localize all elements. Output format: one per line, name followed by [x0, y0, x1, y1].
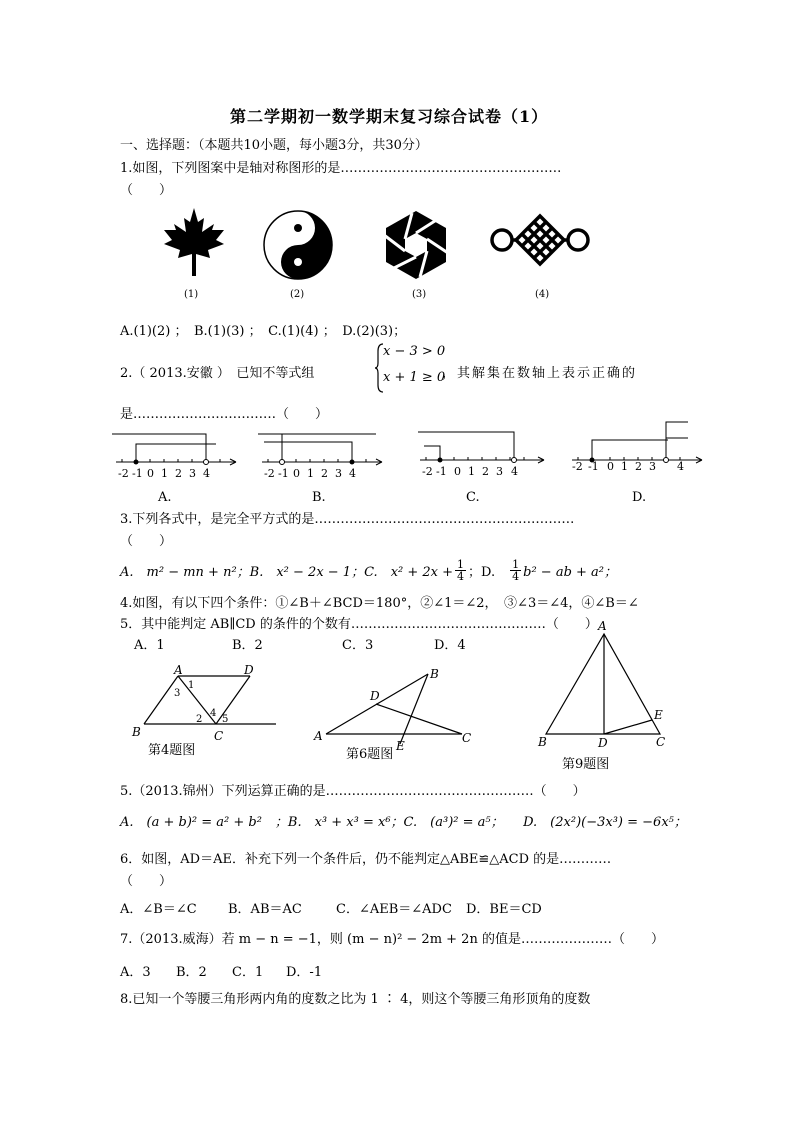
- option: D．-1: [286, 965, 323, 980]
- option: D．BE＝CD: [466, 902, 542, 917]
- option: A．3: [120, 965, 151, 980]
- tick-label: -1: [132, 467, 143, 480]
- tick-label: -1: [588, 460, 599, 473]
- question-2-stem: 2.（ 2013.安徽 ） 已知不等式组: [120, 366, 315, 381]
- question-7-stem: 7.（2013.威海）若 m − n = −1，则 (m − n)² − 2m + 2n 的值是…………………（ ）: [120, 932, 664, 947]
- figure-label: (3): [412, 289, 427, 300]
- figure-caption: 第6题图: [346, 747, 394, 762]
- angle-label: 2: [196, 714, 203, 725]
- figure-q9-triangle: [534, 616, 684, 776]
- option: A．∠B＝∠C: [120, 902, 197, 917]
- question-5-stem: 5.（2013.锦州）下列运算正确的是…………………………………………（ ）: [120, 784, 586, 799]
- vertex-label: B: [430, 667, 439, 681]
- option-text: b² − ab + a²；: [523, 565, 618, 580]
- number-line-a: [112, 428, 240, 483]
- choice-label: A.: [158, 490, 172, 505]
- fraction-numerator: 1: [457, 558, 465, 571]
- fraction-denominator: 4: [512, 570, 520, 583]
- inequality-2: x + 1 ≥ 0: [383, 370, 446, 385]
- tick-label: -1: [436, 465, 447, 478]
- choice-label: C.: [466, 490, 480, 505]
- figure-q4-parallelogram: [130, 662, 280, 762]
- chinese-knot-icon: [488, 212, 592, 268]
- tick-label: 0: [147, 467, 154, 480]
- figure-caption: 第4题图: [148, 743, 196, 758]
- fraction: [510, 559, 521, 582]
- answer-paren: （ ）: [120, 874, 173, 889]
- vertex-label: D: [244, 663, 254, 677]
- tick-label: 4: [203, 467, 210, 480]
- tick-label: 1: [621, 460, 628, 473]
- figure-label: (1): [184, 289, 199, 300]
- figure-caption: 第9题图: [562, 757, 610, 772]
- tick-label: -2: [422, 465, 433, 478]
- option: B．2: [232, 638, 263, 653]
- tick-label: -2: [264, 467, 275, 480]
- vertex-label: D: [598, 736, 608, 750]
- maple-leaf-icon: [158, 206, 230, 278]
- tick-label: 3: [189, 467, 196, 480]
- page-title: 第二学期初一数学期末复习综合试卷（1）: [230, 107, 549, 126]
- question-3-options: [120, 559, 617, 582]
- tick-label: 0: [607, 460, 614, 473]
- tick-label: 2: [635, 460, 642, 473]
- option-text: A. m² − mn + n²；B. x² − 2x − 1；C. x² + 2x +: [120, 565, 454, 580]
- vertex-label: C: [214, 729, 224, 743]
- tick-label: 1: [468, 465, 475, 478]
- option: C．1: [232, 965, 264, 980]
- tick-label: -2: [118, 467, 129, 480]
- vertex-label: B: [132, 725, 141, 739]
- tick-label: -2: [572, 460, 583, 473]
- tick-label: 3: [335, 467, 342, 480]
- fraction: [455, 559, 466, 582]
- vertex-label: A: [314, 729, 323, 743]
- tick-label: 1: [161, 467, 168, 480]
- question-4-stem-cont: 5．其中能判定 AB∥CD 的条件的个数有………………………………………（ ）: [120, 617, 598, 632]
- figure-label: (2): [290, 289, 305, 300]
- tick-label: 4: [511, 465, 518, 478]
- question-5-options: A. (a + b)² = a² + b² ；B. x³ + x³ = x⁶；C. (a³)² = a⁵； D. (2x²)(−3x³) = −6x⁵；: [120, 815, 687, 830]
- option: D．4: [434, 638, 466, 653]
- vertex-label: B: [538, 735, 547, 749]
- vertex-label: A: [598, 619, 607, 633]
- tick-label: 1: [307, 467, 314, 480]
- figure-label: (4): [535, 289, 550, 300]
- option: A．1: [134, 638, 165, 653]
- angle-label: 4: [210, 708, 217, 719]
- question-2-stem-cont: ，其解集在数轴上表示正确的: [442, 366, 638, 381]
- question-3-stem: 3.下列各式中，是完全平方式的是……………………………………………………: [120, 512, 575, 527]
- option-text: ；D.: [468, 565, 509, 580]
- tick-label: 3: [649, 460, 656, 473]
- tick-label: 4: [349, 467, 356, 480]
- tick-label: 2: [482, 465, 489, 478]
- vertex-label: C: [462, 731, 472, 745]
- angle-label: 3: [174, 688, 181, 699]
- tick-label: -1: [278, 467, 289, 480]
- fraction-numerator: 1: [512, 558, 520, 571]
- angle-label: 1: [188, 680, 195, 691]
- vertex-label: D: [370, 689, 380, 703]
- figure-q6-triangles: [312, 662, 482, 766]
- number-line-b: [258, 428, 386, 483]
- question-2-line2: 是……………………………（ ）: [120, 407, 329, 422]
- question-6-stem: 6．如图，AD＝AE．补充下列一个条件后，仍不能判定△ABE≌△ACD 的是…………: [120, 852, 612, 867]
- tick-label: 4: [677, 460, 684, 473]
- vertex-label: A: [174, 663, 183, 677]
- tick-label: 2: [321, 467, 328, 480]
- tick-label: 3: [496, 465, 503, 478]
- question-4-stem: 4.如图，有以下四个条件：①∠B＋∠BCD＝180°，②∠1＝∠2， ③∠3＝∠4，④∠B＝∠: [120, 596, 639, 611]
- hexagon-aperture-icon: [380, 209, 452, 281]
- number-line-d: [568, 420, 708, 475]
- option: B．2: [176, 965, 207, 980]
- section-heading: 一、选择题：（本题共10小题，每小题3分，共30分）: [120, 138, 428, 153]
- option: C．3: [342, 638, 374, 653]
- question-1-stem: 1.如图，下列图案中是轴对称图形的是……………………………………………: [120, 161, 562, 176]
- tick-label: 0: [293, 467, 300, 480]
- choice-label: D.: [632, 490, 647, 505]
- option: C．∠AEB＝∠ADC: [336, 902, 452, 917]
- option: B．AB＝AC: [228, 902, 302, 917]
- answer-paren: （ ）: [120, 183, 173, 198]
- fraction-denominator: 4: [457, 570, 465, 583]
- question-1-options: A.(1)(2) ； B.(1)(3) ； C.(1)(4) ； D.(2)(3)；: [120, 324, 407, 339]
- tick-label: 0: [454, 465, 461, 478]
- inequality-1: x − 3 > 0: [383, 344, 446, 359]
- choice-label: B.: [312, 490, 326, 505]
- number-line-c: [416, 426, 548, 481]
- vertex-label: E: [654, 708, 663, 722]
- answer-paren: （ ）: [120, 534, 173, 549]
- vertex-label: C: [656, 735, 666, 749]
- yin-yang-icon: [263, 210, 333, 280]
- vertex-label: E: [396, 739, 405, 753]
- angle-label: 5: [222, 714, 229, 725]
- question-8-stem: 8.已知一个等腰三角形两内角的度数之比为 1 ∶ 4，则这个等腰三角形顶角的度数: [120, 992, 591, 1007]
- tick-label: 2: [175, 467, 182, 480]
